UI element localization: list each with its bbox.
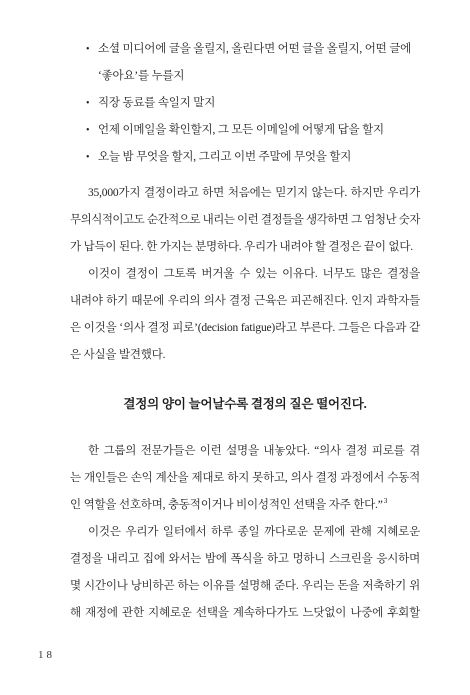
paragraph-line: 한 그룹의 전문가들은 이런 설명을 내놓았다. “의사 결정 피로를 겪: [88, 445, 420, 457]
bullet-marker: •: [86, 98, 90, 109]
body-text-after-heading: [70, 438, 420, 627]
bullet-text-line: 소셜 미디어에 글을 올릴지, 올린다면 어떤 글을 올릴지, 어떤 글에: [98, 43, 412, 55]
paragraph-line: 몇 시간이나 낭비하곤 하는 이유를 설명해 준다. 우리는 돈을 저축하기 위: [70, 580, 420, 592]
paragraph-line: 결정을 내리고 집에 와서는 밤에 폭식을 하고 멍하니 스크린을 응시하며: [70, 553, 420, 565]
bullet-text-line: 오늘 밤 무엇을 할지, 그리고 이번 주말에 무엇을 할지: [98, 151, 352, 163]
bullet-text-line: 직장 동료를 속일지 말지: [98, 97, 216, 109]
paragraph-line-text: 인 역할을 선호하며, 충동적이거나 비이성적인 선택을 자주 한다.”: [70, 499, 383, 511]
paragraph-line: 해 재정에 관한 지혜로운 선택을 계속하다가도 느닷없이 나중에 후회할: [70, 607, 420, 619]
body-paragraph: [70, 519, 420, 627]
paragraph-line: 은 이것을 ‘의사 결정 피로’(decision fatigue)라고 부른다. 그들은 다음과 같: [70, 322, 420, 334]
paragraph-line: 은 사실을 발견했다.: [70, 349, 166, 361]
bullet-marker: •: [86, 152, 90, 163]
bullet-text-line: ‘좋아요’를 누를지: [98, 70, 185, 82]
paragraph-line: 이것이 결정이 그토록 버거울 수 있는 이유다. 너무도 많은 결정을: [88, 268, 420, 280]
paragraph-line: [70, 492, 420, 519]
bullet-list: [86, 36, 420, 171]
bullet-marker: •: [86, 125, 90, 136]
body-text-before-heading: [70, 180, 420, 369]
page-number: 18: [38, 649, 55, 661]
body-paragraph: [70, 180, 420, 261]
bullet-item: [86, 144, 420, 171]
paragraph-line: 무의식적이고도 순간적으로 내리는 이런 결정들을 생각하면 그 엄청난 숫자: [70, 214, 420, 226]
bullet-item: [86, 36, 420, 90]
bullet-marker: •: [86, 44, 90, 55]
footnote-marker: 3: [383, 496, 388, 506]
paragraph-line: 내려야 하기 때문에 우리의 의사 결정 근육은 피곤해진다. 인지 과학자들: [70, 295, 420, 307]
bullet-item: [86, 90, 420, 117]
body-paragraph: [70, 261, 420, 369]
paragraph-line: 는 개인들은 손익 계산을 제대로 하지 못하고, 의사 결정 과정에서 수동적: [70, 472, 420, 484]
bullet-text-line: 언제 이메일을 확인할지, 그 모든 이메일에 어떻게 답을 할지: [98, 124, 384, 136]
bullet-item: [86, 117, 420, 144]
paragraph-line: 가 납득이 된다. 한 가지는 분명하다. 우리가 내려야 할 결정은 끝이 없다.: [70, 241, 413, 253]
section-heading: 결정의 양이 늘어날수록 결정의 질은 떨어진다.: [123, 397, 367, 411]
paragraph-line: 이것은 우리가 일터에서 하루 종일 까다로운 문제에 관해 지혜로운: [88, 526, 420, 538]
body-paragraph: [70, 438, 420, 519]
paragraph-line: 35,000가지 결정이라고 하면 처음에는 믿기지 않는다. 하지만 우리가: [88, 187, 420, 199]
